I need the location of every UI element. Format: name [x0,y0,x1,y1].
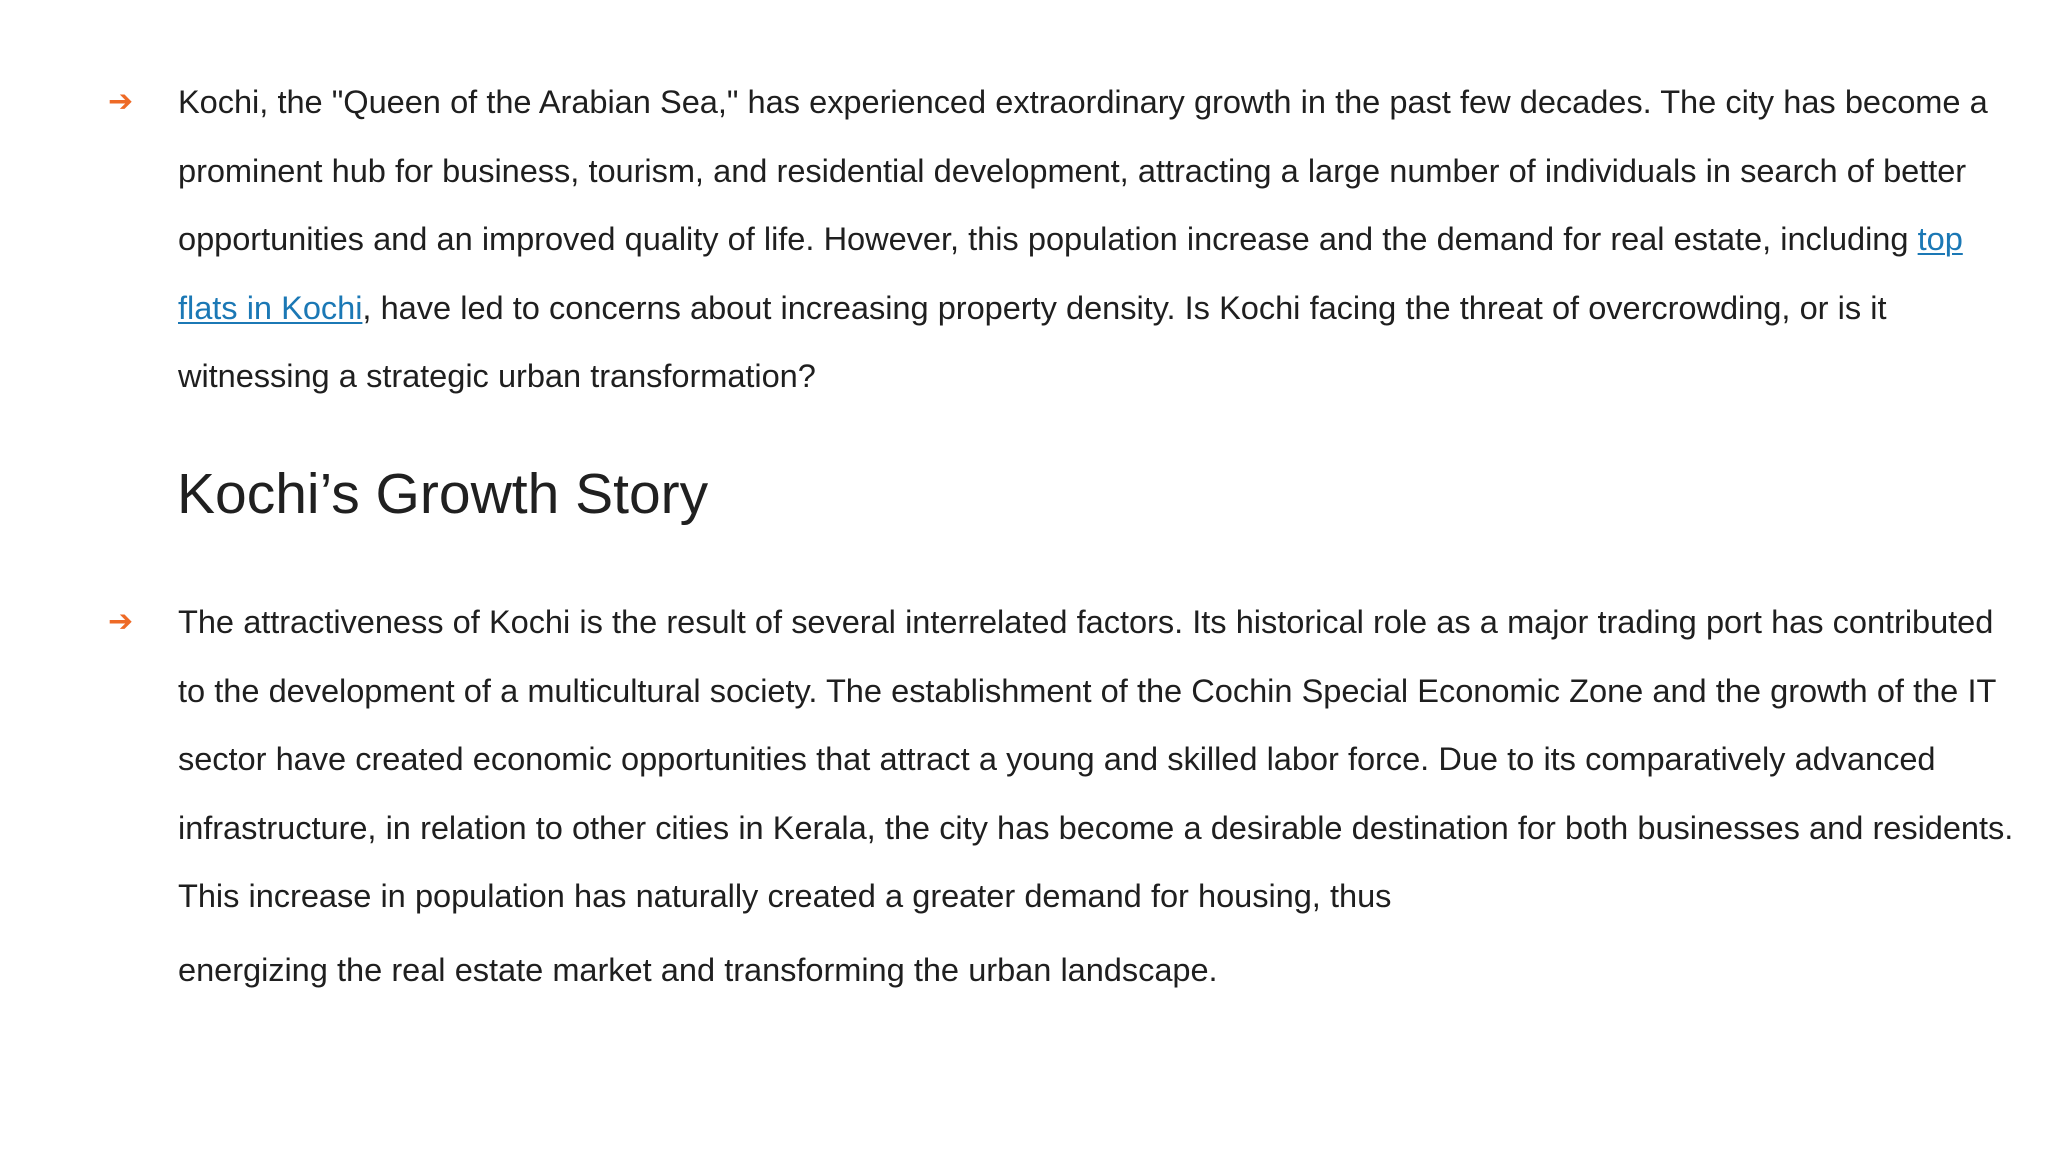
growth-story-heading: Kochi’s Growth Story [177,462,709,526]
growth-paragraph-main: The attractiveness of Kochi is the result of several interrelated factors. Its historical role as a major trading port has contributed to the development of a multicultural society. The establishment of the Cochin Special Economic Zone and the growth of the IT sector have created economic opportunities that attract a young and skilled labor force. Due to its comparatively advanced infrastructure, in relation to other cities in Kerala, the city has become a desirable destination for both businesses and residents. This increase in population has naturally created a greater demand for housing, thus [178,603,2014,914]
right-arrow-icon: ➔ [108,604,134,639]
right-arrow-icon: ➔ [108,84,134,119]
intro-paragraph [178,68,2014,411]
intro-text-before-link: Kochi, the "Queen of the Arabian Sea," has experienced extraordinary growth in the past few decades. The city has become a prominent hub for business, tourism, and residential development, attracting a large number of individuals in search of better opportunities and an improved quality of life. However, this population increase and the demand for real estate, including [178,83,1988,257]
intro-text-after-link: , have led to concerns about increasing property density. Is Kochi facing the threat of overcrowding, or is it witnessing a strategic urban transformation? [178,288,1887,394]
top-flats-link[interactable]: top flats in Kochi [178,220,1963,326]
growth-paragraph-end: energizing the real estate market and transforming the urban landscape. [178,950,1218,988]
growth-paragraph [178,588,2014,1004]
